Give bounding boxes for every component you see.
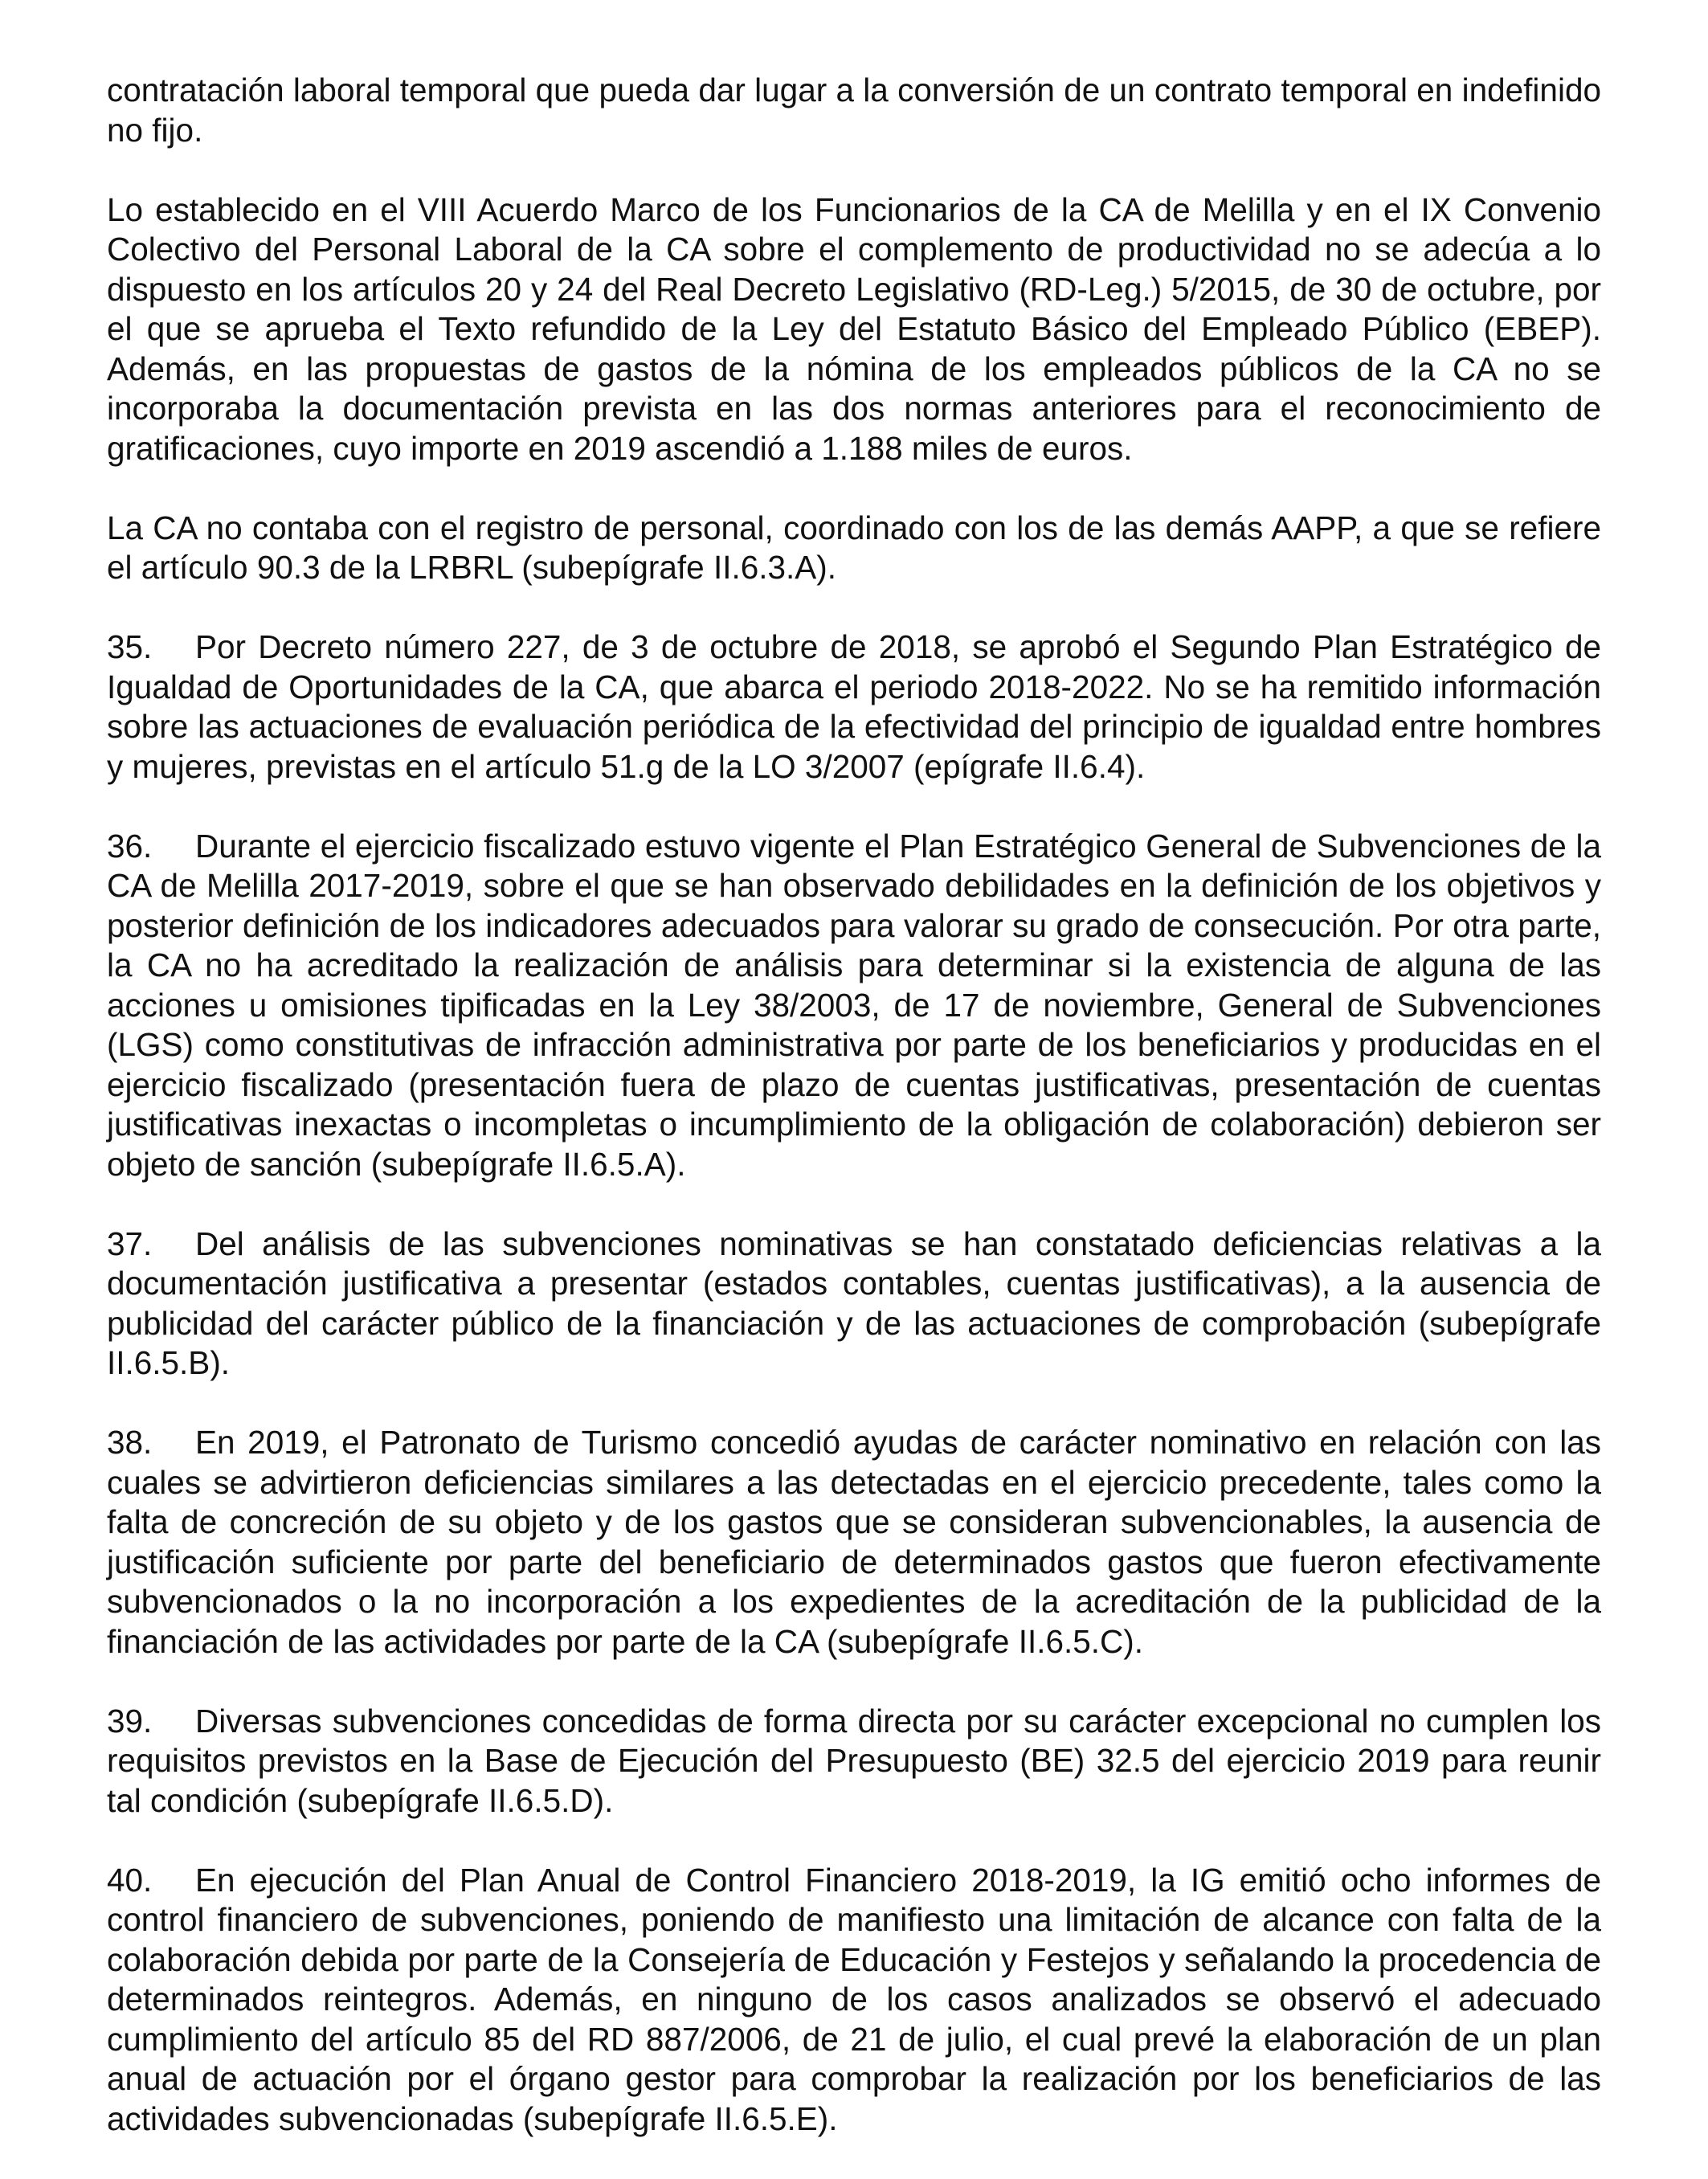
paragraph-35 [107, 628, 1601, 787]
paragraph-continuation [107, 71, 1601, 150]
paragraph-text: En ejecución del Plan Anual de Control Financiero 2018-2019, la IG emitió ocho informes de control financiero de subvenciones, poniendo de manifiesto una limitación de alcance con falta de la colaboración debida por parte de la Consejería de Educación y Festejos y señalando la procedencia de determinados reintegros. Además, en ninguno de los casos analizados se observó el adecuado cumplimiento del artículo 85 del RD 887/2006, de 21 de julio, el cual prevé la elaboración de un plan anual de actuación por el órgano gestor para comprobar la realización por los beneficiarios de las actividades subvencionadas (subepígrafe II.6.5.E). [107, 1861, 1601, 2137]
paragraph-number: 35. [107, 628, 153, 665]
paragraph-text: Diversas subvenciones concedidas de forma directa por su carácter excepcional no cumplen los requisitos previstos en la Base de Ejecución del Presupuesto (BE) 32.5 del ejercicio 2019 para reunir tal condición (subepígrafe II.6.5.D). [107, 1702, 1601, 1819]
paragraph-text: Del análisis de las subvenciones nominativas se han constatado deficiencias relativas a la documentación justificativa a presentar (estados contables, cuentas justificativas), a la ausencia de publicidad del carácter público de la financiación y de las actuaciones de comprobación (subepígrafe II.6.5.B). [107, 1224, 1601, 1381]
document-page [107, 71, 1601, 2179]
paragraph-text: Por Decreto número 227, de 3 de octubre de 2018, se aprobó el Segundo Plan Estratégico de Igualdad de Oportunidades de la CA, que abarca el periodo 2018-2022. No se ha remitido información sobre las actuaciones de evaluación periódica de la efectividad del principio de igualdad entre hombres y mujeres, previstas en el artículo 51.g de la LO 3/2007 (epígrafe II.6.4). [107, 628, 1601, 785]
paragraph-40 [107, 1861, 1601, 2140]
paragraph-number: 38. [107, 1424, 153, 1461]
paragraph-number: 40. [107, 1861, 153, 1899]
paragraph-36 [107, 827, 1601, 1185]
paragraph-text: La CA no contaba con el registro de personal, coordinado con los de las demás AAPP, a que se refiere el artículo 90.3 de la LRBRL (subepígrafe II.6.3.A). [107, 509, 1601, 586]
paragraph-39 [107, 1702, 1601, 1821]
paragraph-number: 37. [107, 1224, 153, 1262]
paragraph-text: En 2019, el Patronato de Turismo concedió ayudas de carácter nominativo en relación con las cuales se advirtieron deficiencias similares a las detectadas en el ejercicio precedente, tales como la falta de concreción de su objeto y de los gastos que se consideran subvencionables, la ausencia de justificación suficiente por parte del beneficiario de determinados gastos que fueron efectivamente subvencionados o la no incorporación a los expedientes de la acreditación de la publicidad de la financiación de las actividades por parte de la CA (subepígrafe II.6.5.C). [107, 1424, 1601, 1660]
paragraph-registro-personal [107, 509, 1601, 588]
paragraph-number: 39. [107, 1702, 153, 1740]
paragraph-38 [107, 1423, 1601, 1662]
paragraph-text: contratación laboral temporal que pueda dar lugar a la conversión de un contrato temporal en indefinido no fijo. [107, 72, 1601, 149]
paragraph-acuerdo-marco [107, 190, 1601, 469]
paragraph-text: Lo establecido en el VIII Acuerdo Marco de los Funcionarios de la CA de Melilla y en el IX Convenio Colectivo del Personal Laboral de la CA sobre el complemento de productividad no se adecúa a lo dispuesto en los artículos 20 y 24 del Real Decreto Legislativo (RD-Leg.) 5/2015, de 30 de octubre, por el que se aprueba el Texto refundido de la Ley del Estatuto Básico del Empleado Público (EBEP). Además, en las propuestas de gastos de la nómina de los empleados públicos de la CA no se incorporaba la documentación prevista en las dos normas anteriores para el reconocimiento de gratificaciones, cuyo importe en 2019 ascendió a 1.188 miles de euros. [107, 190, 1601, 467]
paragraph-text: Durante el ejercicio fiscalizado estuvo vigente el Plan Estratégico General de Subvenciones de la CA de Melilla 2017-2019, sobre el que se han observado debilidades en la definición de los objetivos y posterior definición de los indicadores adecuados para valorar su grado de consecución. Por otra parte, la CA no ha acreditado la realización de análisis para determinar si la existencia de alguna de las acciones u omisiones tipificadas en la Ley 38/2003, de 17 de noviembre, General de Subvenciones (LGS) como constitutivas de infracción administrativa por parte de los beneficiarios y producidas en el ejercicio fiscalizado (presentación fuera de plazo de cuentas justificativas, presentación de cuentas justificativas inexactas o incompletas o incumplimiento de la obligación de colaboración) debieron ser objeto de sanción (subepígrafe II.6.5.A). [107, 827, 1601, 1183]
paragraph-number: 36. [107, 827, 153, 865]
paragraph-37 [107, 1224, 1601, 1384]
